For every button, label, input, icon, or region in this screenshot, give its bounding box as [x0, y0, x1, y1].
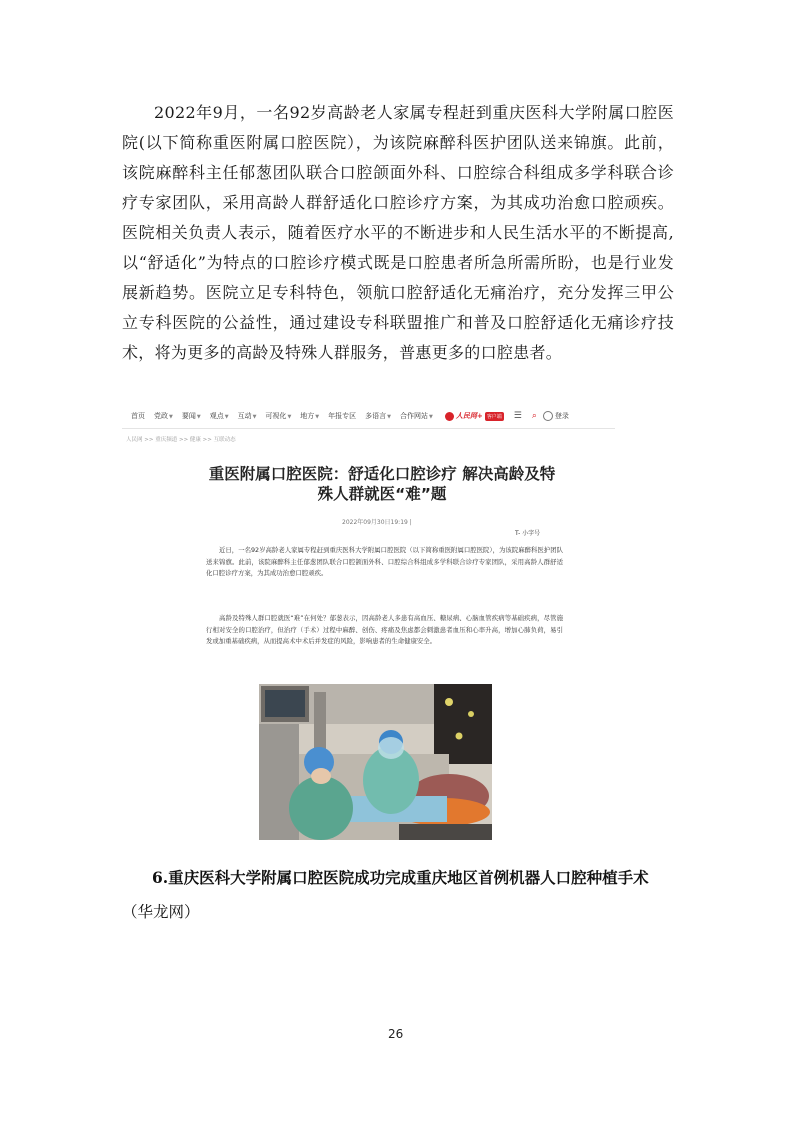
nav-item-annual-report[interactable]: 年报专区 [328, 412, 357, 420]
article-paragraph: 近日，一名92岁高龄老人家属专程赶到重庆医科大学附属口腔医院（以下简称重医附属口腔医院），为该院麻醉科医护团队送来锦旗。此前，该院麻醉科主任郁葱团队联合口腔颌面外科、口腔综合科组成多学科联合诊疗专家团队，采用高龄人群舒适化口腔诊疗方案，为其成功治愈口腔顽疾。 [206, 546, 563, 578]
article-title: 重医附属口腔医院：舒适化口腔诊疗 解决高龄及特殊人群就医“难”题 [208, 465, 556, 503]
font-size-toggle[interactable]: T- 小字号 [515, 530, 541, 537]
chevron-down-icon: ▼ [224, 414, 229, 420]
news-nav-bar [122, 404, 615, 429]
section-source: （华龙网） [122, 903, 200, 921]
people-app-logo[interactable]: 人民网+ 客户端 [445, 410, 504, 422]
nav-item-opinion[interactable]: 观点▼ [209, 412, 229, 420]
page-number: 26 [388, 1027, 404, 1041]
search-icon[interactable]: ⌕ [531, 411, 537, 421]
chevron-down-icon: ▼ [429, 414, 433, 420]
chevron-down-icon: ▼ [387, 414, 392, 420]
chevron-down-icon: ▼ [169, 414, 173, 420]
news-screenshot [122, 404, 615, 842]
nav-item-party[interactable]: 党政▼ [154, 412, 173, 420]
nav-item-home[interactable]: 首页 [131, 412, 145, 420]
chevron-down-icon: ▼ [252, 414, 257, 420]
nav-item-local[interactable]: 地方▼ [300, 412, 320, 420]
nav-item-interactive[interactable]: 互动▼ [237, 412, 257, 420]
nav-item-languages[interactable]: 多语言▼ [365, 412, 392, 420]
logo-mark-icon [445, 412, 454, 421]
nav-item-visual[interactable]: 可视化▼ [265, 412, 292, 420]
article-paragraph: 高龄及特殊人群口腔就医“难”在何处？郁葱表示，因高龄老人多患有高血压、糖尿病、心脑血管疾病等基础疾病，尽管施行相对安全的口腔治疗，但治疗（手术）过程中麻醉、创伤、疼痛及焦虑都会刺激患者血压和心率升高，增加心肺负荷，易引发或加重基础疾病，从而提高术中术后并发症的风险，影响患者的生命健康安全。 [206, 614, 563, 646]
article-date: 2022年09月30日19:19 | [342, 519, 412, 526]
body-paragraph: 2022年9月，一名92岁高龄老人家属专程赶到重庆医科大学附属口腔医院(以下简称重医附属口腔医院），为该院麻醉科医护团队送来锦旗。此前，该院麻醉科主任郁葱团队联合口腔颌面外科、口腔综合科组成多学科联合诊疗专家团队，采用高龄人群舒适化口腔诊疗方案，为其成功治愈口腔顽疾。医院相关负责人表示，随着医疗水平的不断进步和人民生活水平的不断提高,以“舒适化”为特点的口腔诊疗模式既是口腔患者所急所需所盼，也是行业发展新趋势。医院立足专科特色，领航口腔舒适化无痛治疗，充分发挥三甲公立专科医院的公益性，通过建设专科联盟推广和普及口腔舒适化无痛诊疗技术，将为更多的高龄及特殊人群服务，普惠更多的口腔患者。 [122, 103, 674, 362]
chevron-down-icon: ▼ [315, 414, 320, 420]
nav-item-partners[interactable]: 合作网站▼ [400, 412, 433, 420]
user-icon [543, 411, 553, 421]
breadcrumb[interactable]: 人民网 >> 重庆频道 >> 健康 >> 互联动态 [126, 437, 236, 443]
chevron-down-icon: ▼ [196, 414, 201, 420]
menu-icon[interactable]: ☰ [513, 411, 522, 421]
login-button[interactable]: 登录 [543, 411, 569, 421]
article-photo [259, 684, 492, 840]
section-heading: 6.重庆医科大学附属口腔医院成功完成重庆地区首例机器人口腔种植手术 [152, 868, 649, 887]
chevron-down-icon: ▼ [287, 414, 292, 420]
nav-item-news[interactable]: 要闻▼ [181, 412, 201, 420]
